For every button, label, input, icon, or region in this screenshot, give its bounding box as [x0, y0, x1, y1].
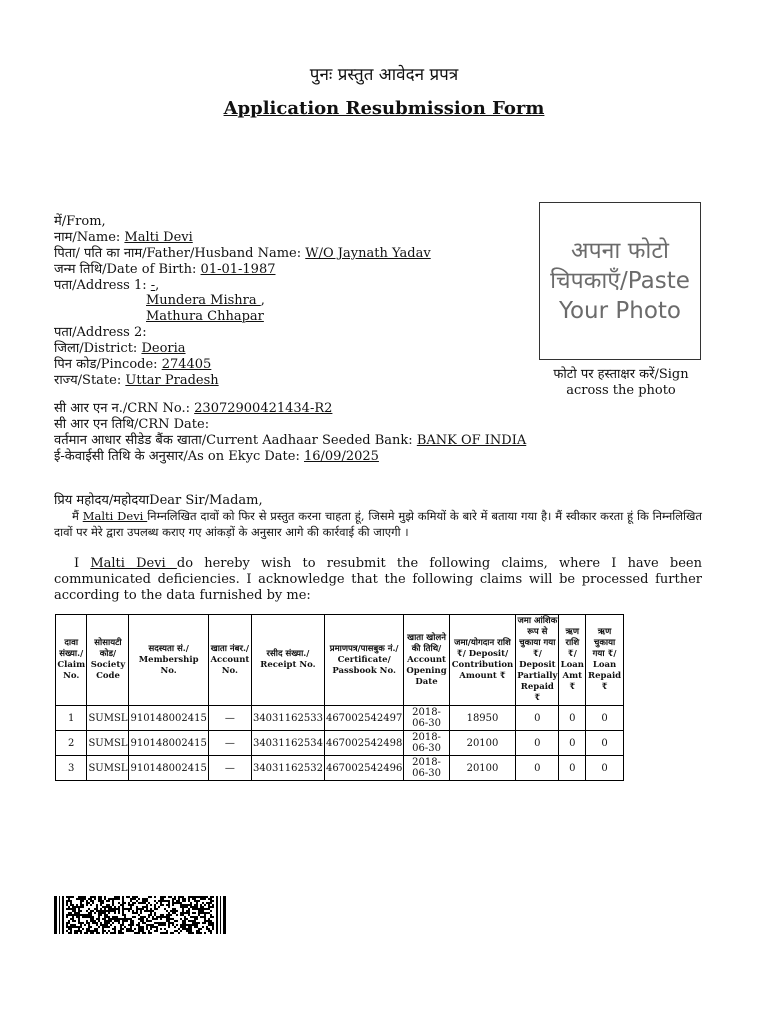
table-cell: SUMSL [87, 756, 129, 781]
table-cell: 1 [56, 706, 87, 731]
name-value: Malti Devi [124, 230, 193, 245]
crn-line [54, 401, 332, 417]
column-header: खाता खोलने की तिथि/ Account Opening Date [404, 615, 449, 706]
address1-line: पता/Address 1: -, [54, 278, 160, 293]
table-cell: 0 [516, 756, 559, 781]
table-cell: 2018-06-30 [404, 706, 449, 731]
english-declaration-name: Malti Devi [90, 556, 177, 571]
table-cell: 3 [56, 756, 87, 781]
table-cell: 0 [516, 706, 559, 731]
address1-line2: Mundera Mishra , [146, 293, 265, 308]
table-cell: — [208, 706, 251, 731]
table-cell: 0 [586, 706, 624, 731]
table-cell: 20100 [449, 756, 515, 781]
ekyc-line [54, 449, 379, 465]
table-cell: 0 [586, 731, 624, 756]
hindi-declaration-name: Malti Devi [82, 509, 148, 523]
column-header: खाता नंबर./ Account No. [208, 615, 251, 706]
table-cell: 467002542496 [324, 756, 403, 781]
claims-table-body [56, 706, 624, 781]
table-cell: 2018-06-30 [404, 731, 449, 756]
page-title-hindi: पुनः प्रस्तुत आवेदन प्रपत्र [309, 65, 459, 85]
from-label: में/From, [54, 214, 106, 229]
column-header: जमा आंशिक रूप से चुकाया गया ₹/ Deposit Partially Repaid ₹ [516, 615, 559, 706]
photo-caption: फोटो पर हस्ताक्षर करें/Sign across the photo [553, 367, 689, 398]
claims-table-header [56, 615, 624, 706]
address1-label: पता/Address 1: [54, 278, 151, 293]
table-cell: 0 [586, 756, 624, 781]
column-header: प्रमाणपत्र/पासबुक नं./ Certificate/ Passbook No. [324, 615, 403, 706]
table-cell: 20100 [449, 731, 515, 756]
pincode-label: पिन कोड/Pincode: [54, 357, 162, 372]
claims-table [55, 614, 624, 781]
bank-label: वर्तमान आधार सीडेड बैंक खाता/Current Aadhaar Seeded Bank: [54, 433, 417, 448]
address2-label: पता/Address 2: [54, 325, 147, 340]
state-label: राज्य/State: [54, 373, 126, 388]
bank-value: BANK OF INDIA [416, 433, 527, 448]
district-value: Deoria [141, 341, 186, 356]
table-cell: 467002542497 [324, 706, 403, 731]
table-cell: 18950 [449, 706, 515, 731]
table-cell: 2 [56, 731, 87, 756]
table-cell: 2018-06-30 [404, 756, 449, 781]
table-cell: 34031162533 [251, 706, 324, 731]
table-cell: 0 [516, 731, 559, 756]
state-line [54, 373, 219, 389]
table-row [56, 731, 624, 756]
father-value: W/O Jaynath Yadav [305, 246, 431, 261]
column-header: ऋण चुकाया गया ₹/ Loan Repaid ₹ [586, 615, 624, 706]
address1-value: - [150, 278, 156, 293]
address1-line3: Mathura Chhapar [146, 309, 264, 324]
crn-value: 23072900421434-R2 [194, 401, 333, 416]
column-header: दावा संख्या./ Claim No. [56, 615, 87, 706]
table-cell: 0 [559, 706, 586, 731]
crn-date-label: सी आर एन तिथि/CRN Date: [54, 417, 210, 432]
table-row [56, 706, 624, 731]
column-header: ऋण राशि ₹/ Loan Amt ₹ [559, 615, 586, 706]
photo-placeholder [539, 202, 701, 360]
dob-value: 01-01-1987 [200, 262, 276, 277]
table-cell: 34031162532 [251, 756, 324, 781]
pincode-line [54, 357, 211, 373]
table-cell: — [208, 731, 251, 756]
table-cell: SUMSL [87, 706, 129, 731]
table-cell: — [208, 756, 251, 781]
table-cell: 910148002415 [129, 756, 208, 781]
district-line [54, 341, 186, 357]
column-header: सदस्यता सं./ Membership No. [129, 615, 208, 706]
table-cell: SUMSL [87, 731, 129, 756]
table-row [56, 756, 624, 781]
bank-line [54, 433, 526, 449]
table-cell: 910148002415 [129, 731, 208, 756]
hindi-declaration: मैं Malti Devi निम्नलिखित दावों को फिर से प्रस्तुत करना चाहता हूं, जिसमे मुझे कमियों के बारे में बताया गया है। मैं स्वीकार करता हूं कि निम्नलिखित दावों पर मेरे द्वारा उपलब्ध कराए गए आंकड़ों के अनुसार आगे की कार्रवाई की जाएगी । [54, 509, 702, 539]
state-value: Uttar Pradesh [125, 373, 219, 388]
salutation: प्रिय महोदय/महोदयाDear Sir/Madam, [54, 493, 263, 508]
column-header: जमा/योगदान राशि ₹/ Deposit/ Contribution Amount ₹ [449, 615, 515, 706]
column-header: रसीद संख्या./ Receipt No. [251, 615, 324, 706]
ekyc-value: 16/09/2025 [303, 449, 379, 464]
barcode-icon [54, 896, 226, 934]
english-declaration: I Malti Devi do hereby wish to resubmit the following claims, where I have been communicated deficiencies. I acknowledge that the following claims will be processed further according to the data furnished by me: [54, 556, 702, 603]
table-cell: 0 [559, 731, 586, 756]
dob-label: जन्म तिथि/Date of Birth: [54, 262, 201, 277]
dob-line [54, 262, 276, 278]
table-cell: 910148002415 [129, 706, 208, 731]
table-cell: 0 [559, 756, 586, 781]
table-cell: 467002542498 [324, 731, 403, 756]
photo-placeholder-text: अपना फोटो चिपकाएँ/Paste Your Photo [550, 238, 690, 324]
pincode-value: 274405 [161, 357, 212, 372]
page-title: Application Resubmission Form [223, 98, 545, 119]
father-line [54, 246, 431, 262]
table-cell: 34031162534 [251, 731, 324, 756]
column-header: सोसायटी कोड/ Society Code [87, 615, 129, 706]
father-label: पिता/ पति का नाम/Father/Husband Name: [54, 246, 306, 261]
name-line [54, 230, 193, 246]
crn-label: सी आर एन न./CRN No.: [54, 401, 195, 416]
district-label: जिला/District: [54, 341, 142, 356]
ekyc-label: ई-केवाईसी तिथि के अनुसार/As on Ekyc Date: [54, 449, 304, 464]
name-label: नाम/Name: [54, 230, 125, 245]
